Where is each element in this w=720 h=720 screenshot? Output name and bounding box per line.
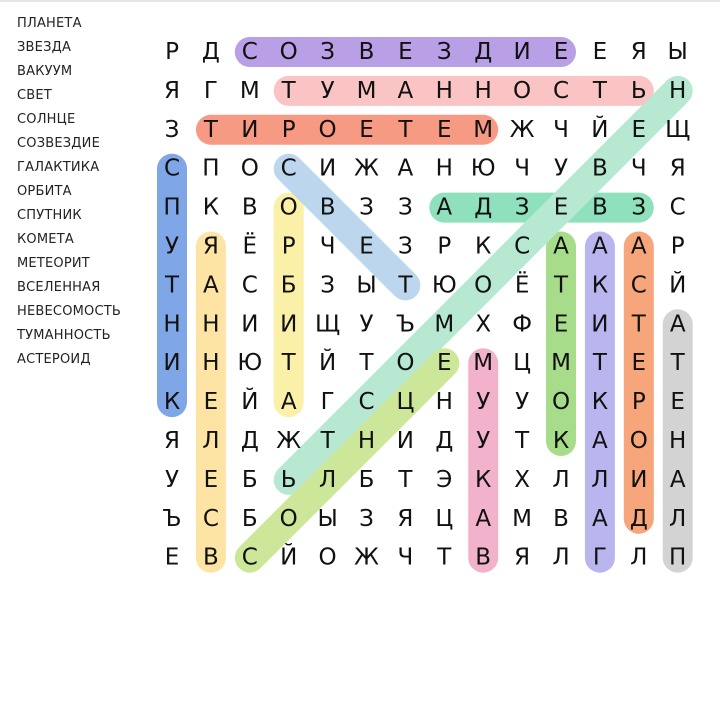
letter-cell[interactable]: С xyxy=(241,39,258,65)
letter-cell[interactable]: Ц xyxy=(513,350,532,377)
letter-cell[interactable]: Е xyxy=(553,311,569,338)
letter-cell[interactable]: А xyxy=(592,505,608,532)
letter-cell[interactable]: Ж xyxy=(354,544,379,571)
word-list-item: СПУТНИК xyxy=(17,208,82,223)
highlight-свет xyxy=(289,169,406,286)
word-list-item: СВЕТ xyxy=(17,88,52,103)
letter-cell[interactable]: О xyxy=(279,194,298,221)
letter-cell[interactable]: Л xyxy=(202,428,220,454)
letter-cell[interactable]: О xyxy=(279,39,298,65)
letter-cell[interactable]: А xyxy=(397,77,414,104)
letter-cell[interactable]: И xyxy=(280,311,298,338)
letter-cell[interactable]: Й xyxy=(669,272,687,299)
letter-cell[interactable]: Я xyxy=(669,155,686,182)
letter-cell[interactable]: К xyxy=(202,194,220,221)
letter-cell[interactable]: Я xyxy=(397,505,414,532)
letter-cell[interactable]: З xyxy=(398,194,413,221)
letter-cell[interactable]: И xyxy=(513,39,531,65)
letter-cell[interactable]: Ы xyxy=(317,505,338,532)
letter-cell[interactable]: Н xyxy=(474,77,492,104)
letter-cell[interactable]: А xyxy=(630,233,647,260)
letter-cell[interactable]: З xyxy=(359,505,374,532)
letter-cell[interactable]: Н xyxy=(435,77,453,104)
letter-cell[interactable]: З xyxy=(631,194,647,221)
letter-cell[interactable]: М xyxy=(473,116,494,143)
letter-cell[interactable]: С xyxy=(163,155,181,182)
letter-cell[interactable]: Н xyxy=(202,350,220,377)
letter-cell[interactable]: Е xyxy=(437,350,452,377)
letter-cell[interactable]: З xyxy=(164,116,180,143)
letter-cell[interactable]: К xyxy=(475,233,492,260)
letter-cell[interactable]: М xyxy=(512,505,533,532)
letter-cell[interactable]: И xyxy=(241,311,259,338)
letter-cell[interactable]: М xyxy=(356,77,377,104)
letter-cell[interactable]: А xyxy=(553,233,569,260)
letter-cell[interactable]: Л xyxy=(669,505,687,532)
letter-cell[interactable]: А xyxy=(592,428,608,454)
word-list-item: ТУМАННОСТЬ xyxy=(17,328,111,343)
letter-cell[interactable]: С xyxy=(514,233,531,260)
letter-cell[interactable]: Е xyxy=(164,544,180,571)
letter-cell[interactable]: И xyxy=(318,155,337,182)
letter-cell[interactable]: Н xyxy=(669,77,687,104)
letter-cell[interactable]: З xyxy=(514,194,530,221)
letter-cell[interactable]: Г xyxy=(203,77,218,104)
letter-cell[interactable]: З xyxy=(320,39,335,65)
letter-cell[interactable]: Р xyxy=(281,116,296,143)
letter-cell[interactable]: С xyxy=(669,194,686,221)
letter-cell[interactable]: С xyxy=(280,155,297,182)
letter-cell[interactable]: Н xyxy=(357,428,376,454)
letter-cell[interactable]: Е xyxy=(592,39,608,65)
letter-cell[interactable]: К xyxy=(163,389,181,416)
letter-cell[interactable]: П xyxy=(202,155,220,182)
letter-cell[interactable]: З xyxy=(320,272,335,299)
letter-cell[interactable]: Ц xyxy=(435,505,454,532)
letter-cell[interactable]: Н xyxy=(163,311,181,338)
word-list-item: ЗВЕЗДА xyxy=(17,40,72,55)
letter-cell[interactable]: Л xyxy=(318,466,337,493)
letter-cell[interactable]: Б xyxy=(358,466,375,493)
letter-cell[interactable]: Е xyxy=(359,233,374,260)
letter-cell[interactable]: Й xyxy=(280,544,298,571)
letter-cell[interactable]: Й xyxy=(318,350,337,377)
letter-cell[interactable]: Ю xyxy=(237,350,263,377)
letter-cell[interactable]: Т xyxy=(320,428,335,454)
word-list-item: ВСЕЛЕННАЯ xyxy=(17,280,101,295)
word-list-item: КОМЕТА xyxy=(17,232,74,247)
letter-cell[interactable]: В xyxy=(553,505,569,532)
letter-cell[interactable]: Т xyxy=(631,311,646,338)
letter-cell[interactable]: Д xyxy=(474,39,493,65)
word-list-item: ПЛАНЕТА xyxy=(17,16,82,31)
letter-cell[interactable]: М xyxy=(239,77,260,104)
letter-cell[interactable]: И xyxy=(241,116,259,143)
letter-cell[interactable]: В xyxy=(475,544,492,571)
letter-cell[interactable]: Ж xyxy=(354,155,379,182)
letter-cell[interactable]: И xyxy=(630,466,648,493)
letter-cell[interactable]: Е xyxy=(670,389,685,416)
word-list-item: СОЛНЦЕ xyxy=(17,112,76,127)
letter-cell[interactable]: Ь xyxy=(630,77,647,104)
letter-cell[interactable]: С xyxy=(630,272,647,299)
letter-cell[interactable]: Ё xyxy=(242,233,258,260)
letter-cell[interactable]: Р xyxy=(437,233,452,260)
letter-cell[interactable]: Р xyxy=(165,39,179,65)
letter-cell[interactable]: Г xyxy=(320,389,335,416)
letter-cell[interactable]: Т xyxy=(592,77,607,104)
letter-cell[interactable]: Ц xyxy=(396,389,415,416)
letter-cell[interactable]: В xyxy=(241,194,258,221)
letter-cell[interactable]: Т xyxy=(203,116,218,143)
letter-cell[interactable]: О xyxy=(513,77,532,104)
letter-cell[interactable]: М xyxy=(551,350,571,377)
word-list-item: МЕТЕОРИТ xyxy=(17,256,90,271)
letter-cell[interactable]: Л xyxy=(552,544,570,571)
letter-cell[interactable]: Й xyxy=(591,116,609,143)
letter-cell[interactable]: Т xyxy=(281,350,296,377)
letter-cell[interactable]: О xyxy=(396,350,415,377)
letter-cell[interactable]: А xyxy=(280,389,297,416)
letter-cell[interactable]: Е xyxy=(203,466,219,493)
letter-cell[interactable]: Т xyxy=(164,272,180,299)
letter-cell[interactable]: М xyxy=(434,311,455,338)
letter-cell[interactable]: Я xyxy=(164,77,180,104)
letter-cell[interactable]: Т xyxy=(515,428,530,454)
letter-cell[interactable]: Г xyxy=(592,544,607,571)
letter-cell[interactable]: У xyxy=(515,389,530,416)
letter-cell[interactable]: У xyxy=(476,428,491,454)
letter-cell[interactable]: Е xyxy=(437,116,452,143)
letter-cell[interactable]: Ъ xyxy=(162,505,182,532)
letter-cell[interactable]: С xyxy=(241,544,258,571)
letter-cell[interactable]: А xyxy=(592,233,608,260)
letter-cell[interactable]: Н xyxy=(202,311,220,338)
letter-cell[interactable]: А xyxy=(475,505,492,532)
letter-cell[interactable]: Т xyxy=(398,272,413,299)
letter-cell[interactable]: К xyxy=(591,272,609,299)
letter-cell[interactable]: О xyxy=(629,428,648,454)
letter-cell[interactable]: А xyxy=(669,466,686,493)
word-list-item: НЕВЕСОМОСТЬ xyxy=(17,304,122,319)
letter-cell[interactable]: Ы xyxy=(667,39,688,65)
letter-cell[interactable]: Б xyxy=(241,505,258,532)
letter-cell[interactable]: А xyxy=(397,155,414,182)
letter-cell[interactable]: Щ xyxy=(315,311,341,338)
letter-cell[interactable]: Е xyxy=(553,194,569,221)
letter-cell[interactable]: Ы xyxy=(356,272,377,299)
letter-cell[interactable]: Ж xyxy=(509,116,535,143)
letter-cell[interactable]: Т xyxy=(359,350,374,377)
letter-cell[interactable]: А xyxy=(669,311,686,338)
letter-cell[interactable]: Ф xyxy=(512,311,533,338)
letter-cell[interactable]: С xyxy=(241,272,258,299)
letter-cell[interactable]: Щ xyxy=(665,116,691,143)
letter-cell[interactable]: Е xyxy=(398,39,413,65)
letter-cell[interactable]: В xyxy=(358,39,375,65)
letter-cell[interactable]: У xyxy=(164,233,180,260)
letter-cell[interactable]: С xyxy=(552,77,570,104)
letter-cell[interactable]: О xyxy=(474,272,493,299)
letter-cell[interactable]: О xyxy=(551,389,571,416)
letter-cell[interactable]: Т xyxy=(398,466,413,493)
letter-cell[interactable]: Ё xyxy=(514,272,530,299)
letter-cell[interactable]: С xyxy=(202,505,219,532)
letter-cell[interactable]: В xyxy=(592,194,608,221)
letter-cell[interactable]: Я xyxy=(630,39,647,65)
letter-cell[interactable]: А xyxy=(203,272,219,299)
letter-cell[interactable]: Х xyxy=(514,466,530,493)
letter-cell[interactable]: Р xyxy=(631,389,646,416)
letter-cell[interactable]: И xyxy=(163,350,181,377)
letter-cell[interactable]: Л xyxy=(591,466,609,493)
letter-cell[interactable]: П xyxy=(669,544,687,571)
letter-cell[interactable]: Д xyxy=(629,505,648,532)
letter-cell[interactable]: А xyxy=(436,194,453,221)
letter-cell[interactable]: Т xyxy=(437,544,452,571)
letter-cell[interactable]: У xyxy=(476,389,491,416)
letter-cell[interactable]: Т xyxy=(281,77,296,104)
letter-cell[interactable]: О xyxy=(318,116,337,143)
letter-cell[interactable]: Э xyxy=(436,466,453,493)
letter-cell[interactable]: Ь xyxy=(280,466,297,493)
letter-cell[interactable]: Т xyxy=(553,272,569,299)
letter-cell[interactable]: Л xyxy=(552,466,570,493)
letter-cell[interactable]: Ж xyxy=(276,428,302,454)
letter-cell[interactable]: Т xyxy=(670,350,685,377)
letter-cell[interactable]: З xyxy=(359,194,374,221)
letter-cell[interactable]: П xyxy=(163,194,181,221)
letter-cell[interactable]: Д xyxy=(474,194,493,221)
letter-cell[interactable]: Д xyxy=(435,428,454,454)
letter-cell[interactable]: У xyxy=(320,77,335,104)
letter-cell[interactable]: Е xyxy=(203,389,219,416)
letter-cell[interactable]: Л xyxy=(630,544,648,571)
letter-cell[interactable]: Н xyxy=(669,428,687,454)
letter-cell[interactable]: Р xyxy=(281,233,296,260)
word-list-item: ОРБИТА xyxy=(17,184,72,199)
letter-cell[interactable]: Н xyxy=(435,155,453,182)
word-list-item: ВАКУУМ xyxy=(17,64,73,79)
letter-cell[interactable]: Т xyxy=(398,116,413,143)
letter-cell[interactable]: Я xyxy=(202,233,219,260)
letter-cell[interactable]: У xyxy=(359,311,374,338)
letter-cell[interactable]: О xyxy=(240,155,259,182)
letter-cell[interactable]: Е xyxy=(553,39,569,65)
letter-cell[interactable]: Т xyxy=(592,350,607,377)
letter-cell[interactable]: К xyxy=(591,389,609,416)
letter-cell[interactable]: Е xyxy=(631,116,647,143)
letter-cell[interactable]: В xyxy=(203,544,219,571)
letter-cell[interactable]: Е xyxy=(631,350,647,377)
letter-cell[interactable]: Е xyxy=(359,116,374,143)
letter-cell[interactable]: Н xyxy=(435,389,453,416)
letter-cell[interactable]: Я xyxy=(514,544,531,571)
letter-cell[interactable]: У xyxy=(553,155,569,182)
letter-cell[interactable]: Ч xyxy=(397,544,414,571)
letter-cell[interactable]: З xyxy=(398,233,413,260)
letter-cell[interactable]: Ю xyxy=(470,155,496,182)
word-list-item: ГАЛАКТИКА xyxy=(17,160,100,175)
letter-cell[interactable]: Ъ xyxy=(395,311,415,338)
letter-cell[interactable]: Ч xyxy=(319,233,336,260)
letter-cell[interactable]: Ю xyxy=(431,272,457,299)
letter-cell[interactable]: С xyxy=(358,389,375,416)
letter-cell[interactable]: Я xyxy=(164,428,180,454)
letter-cell[interactable]: И xyxy=(591,311,609,338)
letter-cell[interactable]: К xyxy=(475,466,492,493)
word-list-item: АСТЕРОИД xyxy=(17,352,91,367)
letter-cell[interactable]: К xyxy=(552,428,570,454)
word-list-item: СОЗВЕЗДИЕ xyxy=(17,136,101,151)
letter-cell[interactable]: Д xyxy=(201,39,220,65)
letter-cell[interactable]: Й xyxy=(241,389,259,416)
letter-cell[interactable]: Д xyxy=(240,428,259,454)
letter-cell[interactable]: З xyxy=(436,39,452,65)
letter-cell[interactable]: Ч xyxy=(553,116,569,143)
letter-cell[interactable]: Ч xyxy=(630,155,647,182)
letter-cell[interactable]: М xyxy=(473,350,494,377)
letter-cell[interactable]: У xyxy=(164,466,180,493)
letter-cell[interactable]: В xyxy=(592,155,608,182)
letter-cell[interactable]: Б xyxy=(241,466,258,493)
letter-cell[interactable]: Р xyxy=(670,233,685,260)
letter-cell[interactable]: Ч xyxy=(514,155,530,182)
letter-cell[interactable]: Б xyxy=(280,272,297,299)
letter-cell[interactable]: В xyxy=(319,194,336,221)
letter-cell[interactable]: И xyxy=(396,428,415,454)
letter-cell[interactable]: Х xyxy=(475,311,492,338)
letter-cell[interactable]: О xyxy=(279,505,298,532)
letter-cell[interactable]: О xyxy=(318,544,337,571)
